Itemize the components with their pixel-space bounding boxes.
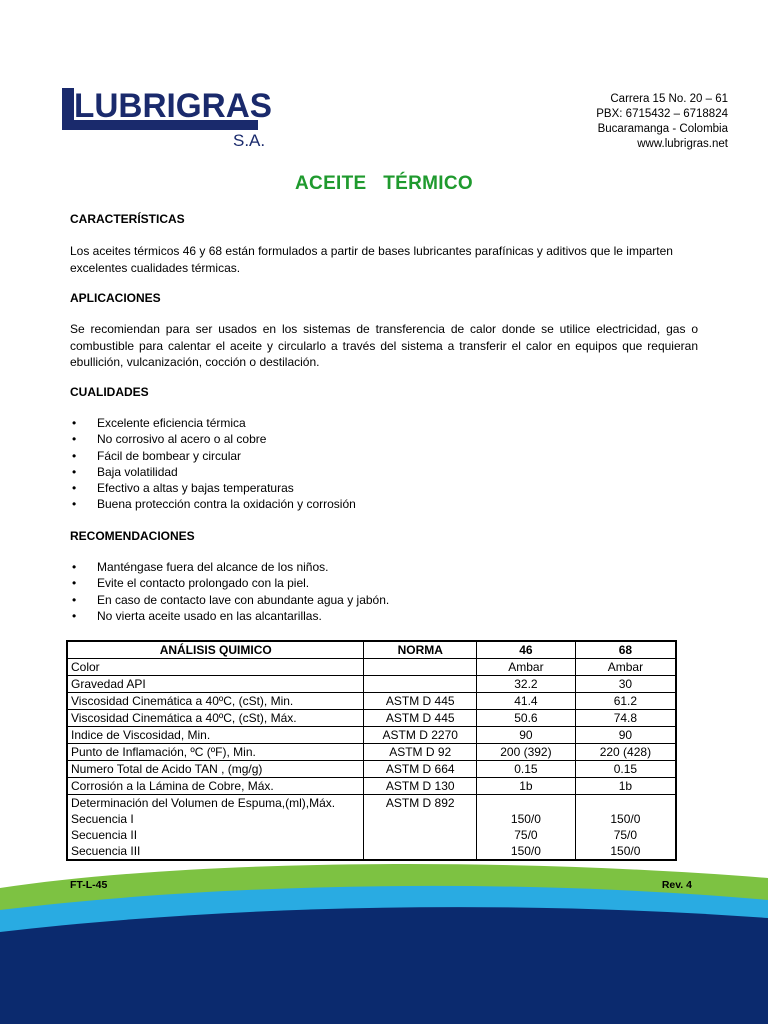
table-row: Gravedad API 32.2 30 [67, 676, 676, 693]
foam-value: 150/0 [510, 844, 541, 858]
foam-label: Determinación del Volumen de Espuma,(ml),Máx. [71, 796, 336, 810]
list-item: • Buena protección contra la oxidación y corrosión [72, 497, 356, 512]
text-aplicaciones: Se recomiendan para ser usados en los sistemas de transferencia de calor donde se utilice electricidad, gas o combustible para calentar el aceite y circularlo a través del sistema a transferir el calor en equipos que requieran ebullición, vulcanización, cocción o destilación. [70, 322, 698, 369]
bullet-icon: • [72, 448, 77, 463]
foam-value: 150/0 [510, 812, 541, 826]
analysis-table [66, 640, 677, 861]
bullet-icon: • [72, 432, 77, 447]
foam-seq-name: Secuencia I [71, 812, 134, 826]
list-item: • No vierta aceite usado en las alcantarillas. [72, 608, 322, 623]
list-item: • Evite el contacto prolongado con la piel. [72, 576, 310, 591]
bullet-icon: • [72, 560, 77, 574]
col-header-46: 46 [477, 641, 576, 659]
table-row: Punto de Inflamación, ºC (ºF), Min. ASTM D 92 200 (392) 220 (428) [67, 744, 676, 761]
logo-subtext: S.A. [233, 131, 266, 150]
bullet-icon: • [72, 592, 77, 607]
list-cualidades [70, 415, 356, 513]
address-city: Bucaramanga - Colombia [597, 123, 728, 135]
foam-norma: ASTM D 892 [385, 796, 455, 810]
foam-value: 150/0 [610, 844, 641, 858]
address-line: Carrera 15 No. 20 – 61 [610, 93, 728, 105]
text-caracteristicas: Los aceites térmicos 46 y 68 están formulados a partir de bases lubricantes parafínicas y aditivos que le imparten excelentes cualidades térmicas. [70, 244, 673, 275]
foam-seq-name: Secuencia II [71, 828, 138, 842]
document-title: ACEITE TÉRMICO [295, 173, 473, 194]
list-item: • Fácil de bombear y circular [72, 448, 242, 463]
table-row: Numero Total de Acido TAN , (mg/g) ASTM D 664 0.15 0.15 [67, 761, 676, 778]
list-item: • No corrosivo al acero o al cobre [72, 432, 267, 447]
revision: Rev. 4 [661, 879, 692, 891]
col-header-68: 68 [575, 641, 676, 659]
foam-value: 75/0 [514, 828, 538, 842]
foam-seq-name: Secuencia III [71, 844, 141, 858]
bullet-icon: • [72, 608, 77, 623]
list-recomendaciones [70, 559, 389, 624]
heading-recomendaciones: RECOMENDACIONES [70, 529, 195, 543]
address-website: www.lubrigras.net [637, 138, 728, 150]
list-item: • Efectivo a altas y bajas temperaturas [72, 481, 294, 496]
list-item: • Excelente eficiencia térmica [72, 416, 246, 430]
table-row: Color Ambar Ambar [67, 659, 676, 676]
address-phone: PBX: 6715432 – 6718824 [596, 108, 728, 120]
col-header-norma: NORMA [364, 641, 477, 659]
list-item: • En caso de contacto lave con abundante agua y jabón. [72, 592, 390, 607]
table-header-row [67, 641, 676, 659]
bullet-icon: • [72, 416, 77, 430]
bullet-icon: • [72, 576, 77, 591]
table-row: Viscosidad Cinemática a 40ºC, (cSt), Máx. ASTM D 445 50.6 74.8 [67, 710, 676, 727]
footer-waves [0, 860, 768, 1024]
bullet-icon: • [72, 481, 77, 496]
col-header-analisis: ANÁLISIS QUIMICO [67, 641, 364, 659]
bullet-icon: • [72, 497, 77, 512]
table-row: Indice de Viscosidad, Min. ASTM D 2270 90 90 [67, 727, 676, 744]
list-item: • Baja volatilidad [72, 464, 178, 479]
foam-value: 75/0 [613, 828, 638, 842]
table-row-foam [67, 795, 676, 861]
bullet-icon: • [72, 464, 77, 479]
company-logo [58, 84, 283, 150]
form-code: FT-L-45 [70, 879, 108, 891]
list-item: • Manténgase fuera del alcance de los niños. [72, 560, 329, 574]
heading-cualidades: CUALIDADES [70, 385, 149, 399]
foam-value: 150/0 [610, 812, 641, 826]
heading-aplicaciones: APLICACIONES [70, 291, 161, 305]
company-address [596, 92, 728, 152]
table-row: Viscosidad Cinemática a 40ºC, (cSt), Min. ASTM D 445 41.4 61.2 [67, 693, 676, 710]
logo-text: LUBRIGRAS [74, 87, 272, 125]
heading-caracteristicas: CARACTERÍSTICAS [70, 212, 185, 226]
table-row: Corrosión a la Lámina de Cobre, Máx. ASTM D 130 1b 1b [67, 778, 676, 795]
